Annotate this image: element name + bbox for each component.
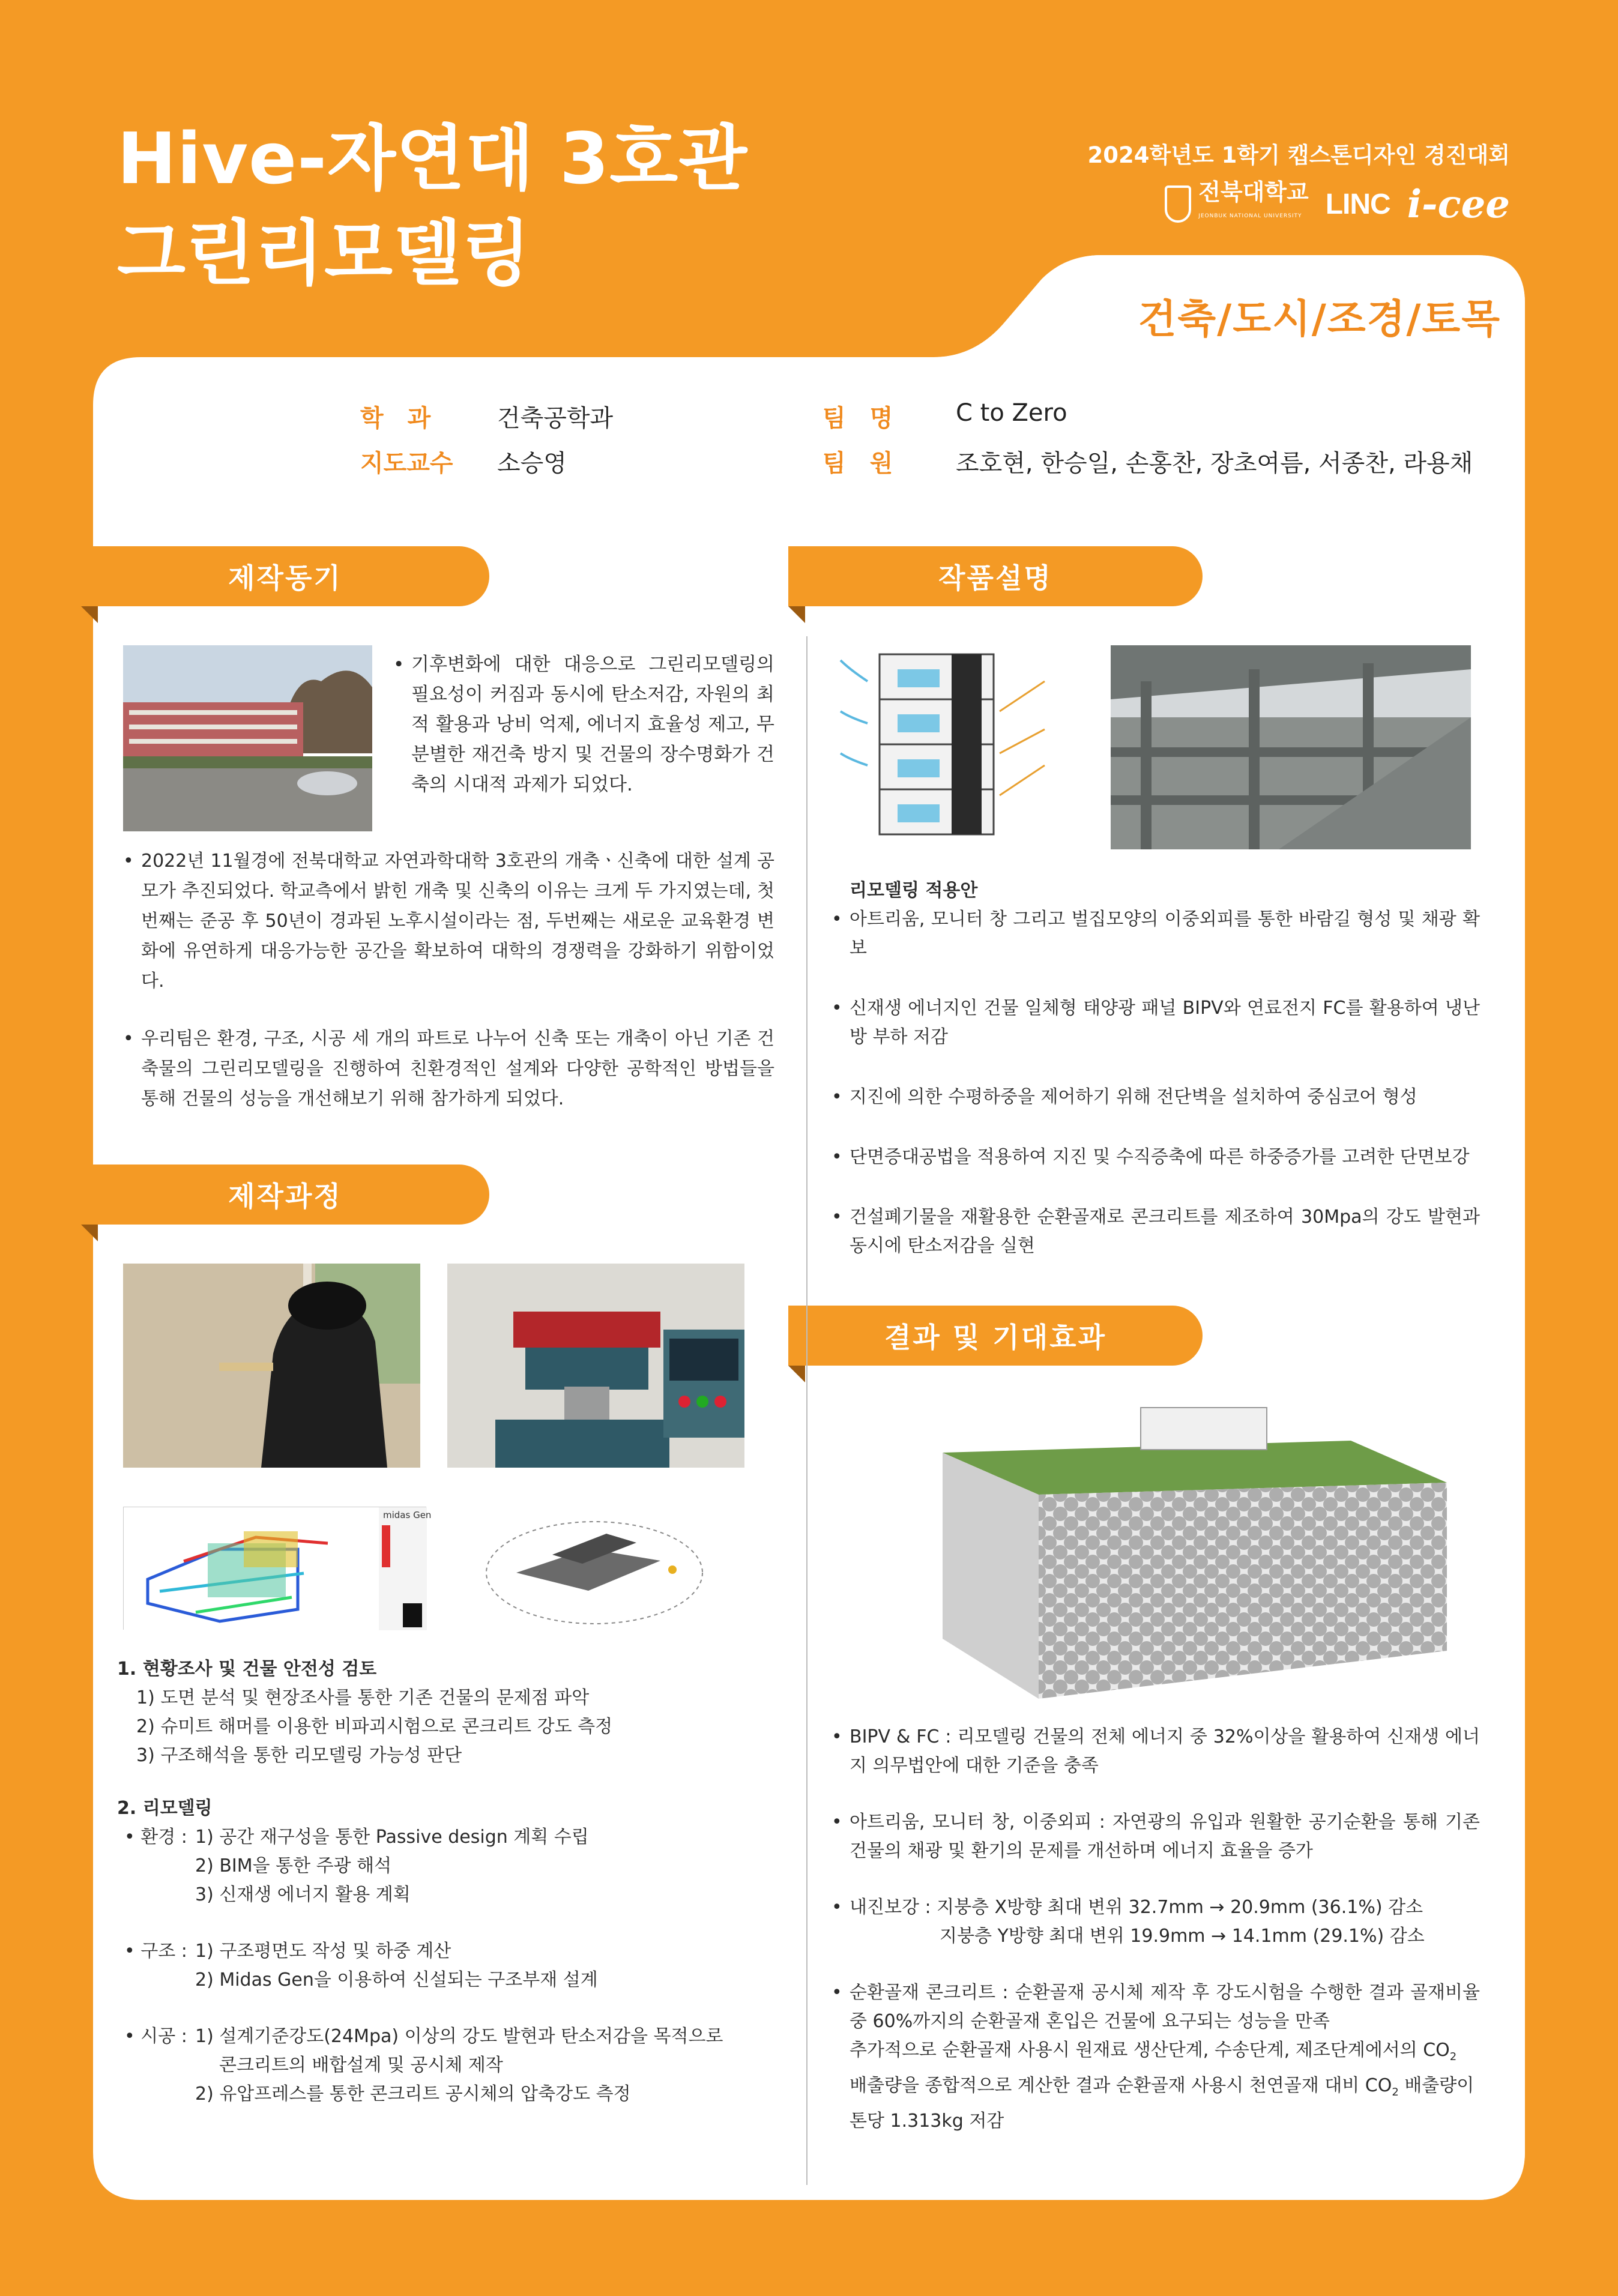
motivation-para-3: 우리팀은 환경, 구조, 시공 세 개의 파트로 나누어 신축 또는 개축이 아닌 기존 건축물의 그린리모델링을 진행하여 친환경적인 설계와 다양한 공학적인 방법들을 통해 건물의 성능을 개선해보기 위해 참가하게 되었다. bbox=[141, 1028, 774, 1109]
section-motivation bbox=[81, 546, 489, 606]
jbnu-seal-icon bbox=[1165, 185, 1191, 223]
section-process bbox=[81, 1165, 489, 1225]
column-divider bbox=[806, 636, 807, 2185]
process-env-3: 3) 신재생 에너지 활용 계획 bbox=[195, 1884, 411, 1905]
midas-analysis-image bbox=[123, 1507, 432, 1630]
contest-name: 2024학년도 1학기 캡스톤디자인 경진대회 bbox=[1087, 142, 1510, 168]
title-line-2: 그린리모델링 bbox=[117, 212, 531, 295]
results-bullet-1: BIPV & FC : 리모델링 건물의 전체 에너지 중 32%이상을 활용하여 신재생 에너지 의무법안에 대한 기준을 충족 bbox=[850, 1726, 1480, 1776]
motivation-para-1: 기후변화에 대한 대응으로 그린리모델링의 필요성이 커짐과 동시에 탄소저감, 자원의 최적 활용과 낭비 억제, 에너지 효율성 제고, 무분별한 재건축 방지 및 건물의 장수명화가 건축의 시대적 과제가 되었다. bbox=[411, 654, 774, 795]
results-bullet-4a: 순환골재 콘크리트 : 순환골재 공시체 제작 후 강도시험을 수행한 결과 골재비율 중 60%까지의 순환골재 혼입은 건물에 요구되는 성능을 만족 bbox=[850, 1982, 1480, 2032]
results-bullet-4d: 톤당 1.313kg 저감 bbox=[850, 2111, 1004, 2132]
existing-building-photo bbox=[123, 645, 372, 831]
structure-render-image bbox=[1111, 645, 1471, 849]
daylight-analysis-image bbox=[480, 1507, 708, 1630]
section-motivation-title: 제작동기 bbox=[228, 562, 342, 594]
jbnu-logo-text: 전북대학교 bbox=[1198, 179, 1309, 205]
process-env-label: • 환경 : bbox=[124, 1827, 187, 1848]
team-value: C to Zero bbox=[956, 399, 1067, 427]
dept-label: 학 과 bbox=[360, 405, 431, 432]
process-construction-1b: 콘크리트의 배합설계 및 공시체 제작 bbox=[219, 2055, 503, 2076]
members-label: 팀 원 bbox=[823, 450, 893, 477]
process-env-1: 1) 공간 재구성을 통한 Passive design 계획 수립 bbox=[195, 1827, 589, 1848]
process-construction-2: 2) 유압프레스를 통한 콘크리트 공시체의 압축강도 측정 bbox=[195, 2084, 631, 2105]
process-step-2: 2) 슈미트 해머를 이용한 비파괴시험으로 콘크리트 강도 측정 bbox=[136, 1716, 613, 1737]
icee-logo: i-cee bbox=[1407, 181, 1510, 227]
description-heading: 리모델링 적용안 bbox=[850, 880, 978, 901]
process-construction bbox=[117, 2022, 783, 2109]
section-process-title: 제작과정 bbox=[228, 1180, 342, 1213]
midas-panel-label: midas Gen bbox=[383, 1510, 432, 1520]
process-structure-2: 2) Midas Gen을 이용하여 신설되는 구조부재 설계 bbox=[195, 1969, 598, 1990]
title-line-1: Hive-자연대 3호관 bbox=[117, 117, 748, 200]
section-results bbox=[788, 1306, 1203, 1366]
hive-facade-render bbox=[931, 1399, 1471, 1711]
results-bullet-4b: 추가적으로 순환골재 사용시 원재료 생산단계, 수송단계, 제조단계에서의 CO bbox=[850, 2040, 1450, 2061]
section-description-title: 작품설명 bbox=[938, 562, 1052, 594]
logo-row bbox=[1165, 180, 1510, 228]
section-results-title: 결과 및 기대효과 bbox=[884, 1321, 1107, 1354]
process-text bbox=[117, 1655, 783, 2109]
section-description bbox=[788, 546, 1203, 606]
results-bullet-4c-line bbox=[832, 2072, 1480, 2107]
process-step-1: 1) 도면 분석 및 현장조사를 통한 기존 건물의 문제점 파악 bbox=[136, 1687, 590, 1708]
process-step-3: 3) 구조해석을 통한 리모델링 가능성 판단 bbox=[136, 1745, 462, 1766]
process-structure bbox=[117, 1937, 783, 1995]
description-bullet-3: 지진에 의한 수평하중을 제어하기 위해 전단벽을 설치하여 중심코어 형성 bbox=[850, 1086, 1417, 1107]
results-bullet-2: 아트리움, 모니터 창, 이중외피 : 자연광의 유입과 원활한 공기순환을 통해 기존 건물의 채광 및 환기의 문제를 개선하며 에너지 효율을 증가 bbox=[850, 1812, 1480, 1861]
results-bullet-4c-end: 배출량이 bbox=[1398, 2075, 1475, 2096]
process-structure-label: • 구조 : bbox=[124, 1941, 187, 1962]
motivation-para-1-box: • 기후변화에 대한 대응으로 그린리모델링의 필요성이 커짐과 동시에 탄소저감, 자원의 최적 활용과 낭비 억제, 에너지 효율성 제고, 무분별한 재건축 방지 및 건물의 장수명화가 건축의 시대적 과제가 되었다. bbox=[393, 654, 774, 795]
description-bullet-2: 신재생 에너지인 건물 일체형 태양광 패널 BIPV와 연료전지 FC를 활용하여 냉난방 부하 저감 bbox=[850, 998, 1480, 1047]
schmidt-hammer-photo bbox=[123, 1264, 420, 1468]
results-bullet-4b-line bbox=[832, 2036, 1480, 2072]
description-text: 리모델링 적용안 • 아트리움, 모니터 창 그리고 벌집모양의 이중외피를 통한 바람길 형성 및 채광 확보 • 신재생 에너지인 건물 일체형 태양광 패널 BIPV와 연료전지 FC를 활용하여 냉난방 부하 저감 • 지진에 의한 수평하중을 제어하기 위해 전단벽을 설치하여 중심코어 형성 • 단면증대공법을 적용하여 지진 및 수직증축에 따른 하중증가를 고려한 단면보강 • 건설폐기물을 재활용한 순환골재로 콘크리트를 제조하여 30Mpa의 강도 발현과 동시에 탄소저감을 실현 bbox=[832, 876, 1480, 1261]
section-airflow-diagram bbox=[832, 645, 1048, 849]
linc-logo: LINC bbox=[1325, 188, 1390, 220]
process-construction-1: 1) 설계기준강도(24Mpa) 이상의 강도 발현과 탄소저감을 목적으로 bbox=[195, 2026, 723, 2047]
category-label: 건축/도시/조경/토목 bbox=[1138, 296, 1501, 342]
jbnu-logo-subtext: JEONBUK NATIONAL UNIVERSITY bbox=[1198, 213, 1302, 219]
team-label: 팀 명 bbox=[823, 405, 893, 432]
results-bullet-3a: 내진보강 : 지붕층 X방향 최대 변위 32.7mm → 20.9mm (36.1%) 감소 bbox=[850, 1897, 1423, 1918]
advisor-value: 소승영 bbox=[497, 450, 567, 477]
process-env bbox=[117, 1823, 783, 1909]
jbnu-logo bbox=[1165, 180, 1309, 228]
process-env-2: 2) BIM을 통한 주광 해석 bbox=[195, 1855, 392, 1876]
process-structure-1: 1) 구조평면도 작성 및 하중 계산 bbox=[195, 1941, 451, 1962]
results-bullet-3b: 지붕층 Y방향 최대 변위 19.9mm → 14.1mm (29.1%) 감소 bbox=[940, 1926, 1425, 1947]
description-bullet-5: 건설폐기물을 재활용한 순환골재로 콘크리트를 제조하여 30Mpa의 강도 발현과 동시에 탄소저감을 실현 bbox=[850, 1207, 1480, 1256]
results-text: • BIPV & FC : 리모델링 건물의 전체 에너지 중 32%이상을 활용하여 신재생 에너지 의무법안에 대한 기준을 충족 • 아트리움, 모니터 창, 이중외피 : 자연광의 유입과 원활한 공기순환을 통해 기존 건물의 채광 및 환기의 문제를 개선하며 에너지 효율을 증가 • 내진보강 : 지붕층 X방향 최대 변위 32.7mm → 20.9mm (36.1%) 감소 지붕층 Y방향 최대 변위 19.9mm → 14.1mm (29.1%) 감소 • 순환골재 콘크리트 : 순환골재 공시체 제작 후 강도시험을 수행한 결과 골재비율 중 60%까지의 순환골재 혼입은 건물에 요구되는 성능을 만족 추가적으로 순환골재 사용시 원재료 생산단계, 수송단계, 제조단계에서의 $CO_2$ 배출량을 종합적으로 계산한 결과 순환골재 사용시 천연골재 대비 $CO_2$ 배출량이 톤당 1.313kg 저감 bbox=[832, 1723, 1480, 2136]
members-value: 조호현, 한승일, 손홍찬, 장초여름, 서종찬, 라용채 bbox=[956, 450, 1473, 477]
dept-value: 건축공학과 bbox=[497, 405, 614, 432]
results-co2-subscript-1: 2 bbox=[1449, 2050, 1457, 2063]
description-bullet-1: 아트리움, 모니터 창 그리고 벌집모양의 이중외피를 통한 바람길 형성 및 채광 확보 bbox=[850, 909, 1480, 959]
motivation-para-2: 2022년 11월경에 전북대학교 자연과학대학 3호관의 개축ㆍ신축에 대한 설계 공모가 추진되었다. 학교측에서 밝힌 개축 및 신축의 이유는 크게 두 가지였는데, 첫번째는 준공 후 50년이 경과된 노후시설이라는 점, 두번째는 새로운 교육환경 변화에 유연하게 대응가능한 공간을 확보하여 대학의 경쟁력을 강화하기 위함이었다. bbox=[141, 851, 774, 992]
description-bullet-4: 단면증대공법을 적용하여 지진 및 수직증축에 따른 하중증가를 고려한 단면보강 bbox=[850, 1146, 1470, 1168]
results-bullet-4c: 배출량을 종합적으로 계산한 결과 순환골재 사용시 천연골재 대비 CO bbox=[850, 2075, 1392, 2096]
process-heading-1: 1. 현황조사 및 건물 안전성 검토 bbox=[117, 1659, 377, 1680]
hydraulic-press-photo bbox=[447, 1264, 744, 1468]
process-heading-2: 2. 리모델링 bbox=[117, 1798, 213, 1819]
advisor-label: 지도교수 bbox=[360, 450, 453, 477]
motivation-para-2-box: • 2022년 11월경에 전북대학교 자연과학대학 3호관의 개축ㆍ신축에 대한 설계 공모가 추진되었다. 학교측에서 밝힌 개축 및 신축의 이유는 크게 두 가지였는데, 첫번째는 준공 후 50년이 경과된 노후시설이라는 점, 두번째는 새로운 교육환경 변화에 유연하게 대응가능한 공간을 확보하여 대학의 경쟁력을 강화하기 위함이었다. • 우리팀은 환경, 구조, 시공 세 개의 파트로 나누어 신축 또는 개축이 아닌 기존 건축물의 그린리모델링을 진행하여 친환경적인 설계와 다양한 공학적인 방법들을 통해 건물의 성능을 개선해보기 위해 참가하게 되었다. bbox=[123, 851, 774, 1109]
process-construction-label: • 시공 : bbox=[124, 2026, 187, 2047]
results-co2-subscript-2: 2 bbox=[1392, 2086, 1399, 2099]
